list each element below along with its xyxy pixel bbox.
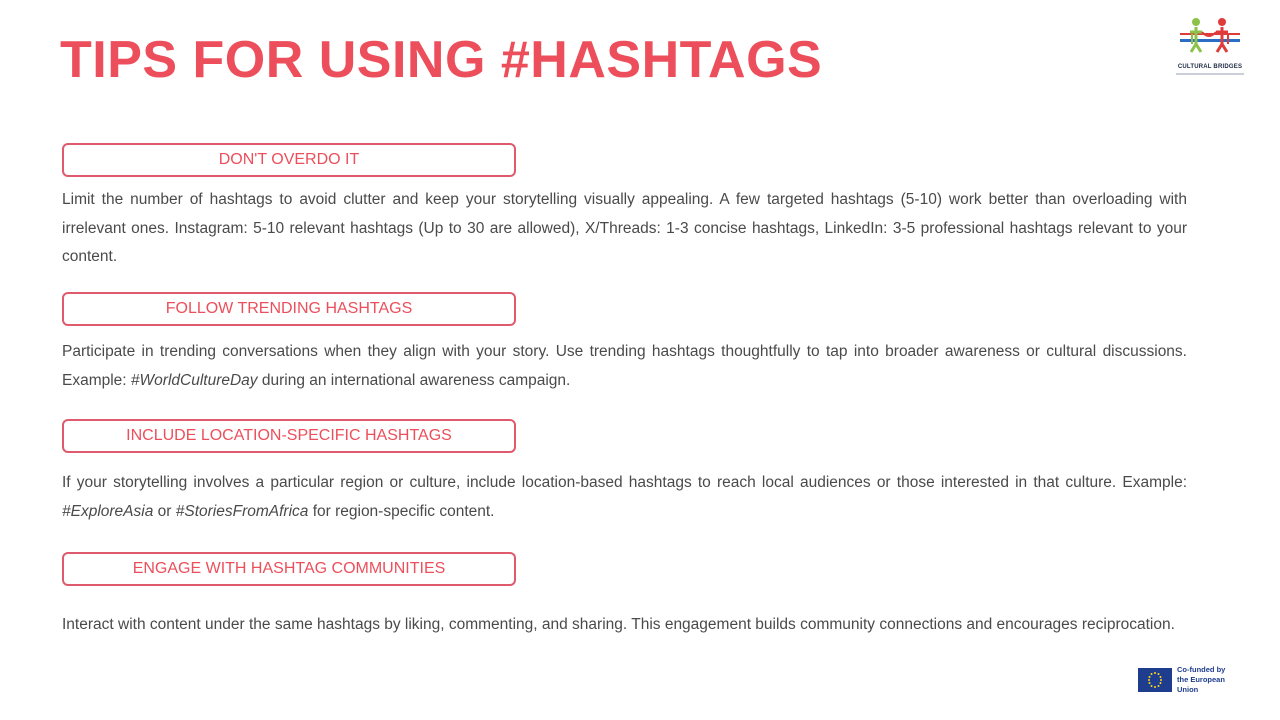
section-text-trending: Participate in trending conversations when they align with your story. Use trending hashtags thoughtfully to tap into broader awareness or cultural discussions. Example: #WorldCultureDay during an international awareness campaign. (62, 343, 1187, 389)
section-heading-location: INCLUDE LOCATION-SPECIFIC HASHTAGS (62, 419, 516, 453)
hashtag-example: #ExploreAsia (62, 502, 154, 520)
eu-cofunded-label: Co-funded by the European Union (1177, 665, 1226, 694)
eu-cofunded-badge (1138, 667, 1248, 693)
logo-text: CULTURAL BRIDGES (1177, 64, 1243, 70)
cultural-bridges-logo (1172, 14, 1248, 78)
section-heading-trending: FOLLOW TRENDING HASHTAGS (62, 292, 516, 326)
logo-tagline-line (1176, 73, 1244, 75)
section-text-communities: Interact with content under the same hashtags by liking, commenting, and sharing. This engagement builds community connections and encourages reciprocation. (62, 616, 1175, 633)
hashtag-example: #StoriesFromAfrica (175, 502, 309, 520)
hashtag-example: #WorldCultureDay (130, 371, 258, 389)
bridge-people-icon (1172, 14, 1248, 64)
section-text-location: If your storytelling involves a particular region or culture, include location-based hashtags to reach local audiences or those interested in that culture. Example: #ExploreAsia or #StoriesFromAfrica for region-specific content. (62, 474, 1187, 520)
section-text-dont-overdo: Limit the number of hashtags to avoid clutter and keep your storytelling visually appealing. A few targeted hashtags (5-10) work better than overloading with irrelevant ones. Instagram: 5-10 relevant hashtags (Up to 30 are allowed), X/Threads: 1-3 concise hashtags, LinkedIn: 3-5 professional hashtags relevant to your content. (62, 191, 1187, 265)
eu-flag-icon (1138, 668, 1172, 692)
section-heading-communities: ENGAGE WITH HASHTAG COMMUNITIES (62, 552, 516, 586)
section-heading-dont-overdo: DON'T OVERDO IT (62, 143, 516, 177)
page-title: TIPS FOR USING #HASHTAGS (60, 31, 823, 89)
